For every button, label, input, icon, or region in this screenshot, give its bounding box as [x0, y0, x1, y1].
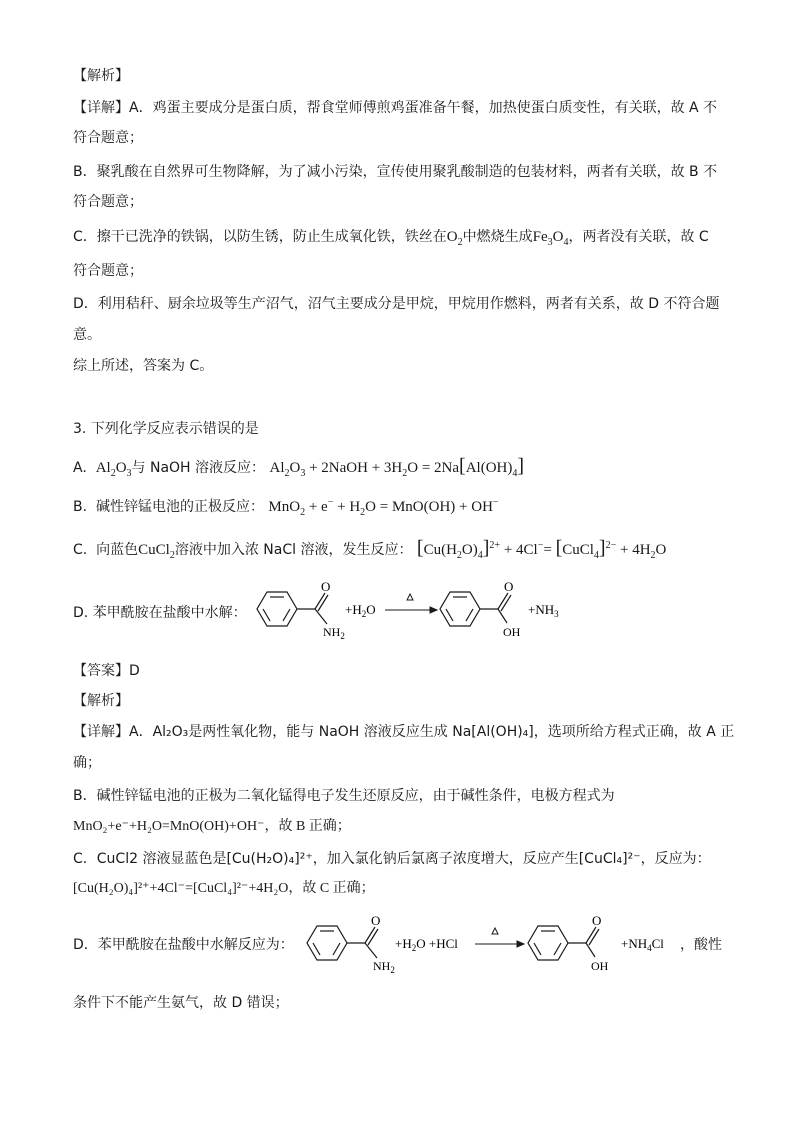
ammonium-chloride-label: $+NH_4Cl$: [621, 936, 664, 953]
benzene-ring-reactant-2: [307, 926, 378, 960]
explain-b-line2: 符合题意；: [73, 194, 143, 210]
explain-a-line1: 【详解】A．鸡蛋主要成分是蛋白质，帮食堂师傅煎鸡蛋准备午餐，加热使蛋白质变性，有关联，故 A 不: [73, 100, 718, 116]
summary-line: 综上所述，答案为 C。: [73, 358, 214, 374]
product-oxygen-label-2: O: [592, 913, 602, 928]
detail-d-line2: 条件下不能产生氨气，故 D 错误；: [73, 995, 289, 1011]
reactant-oxygen-label-2: O: [371, 913, 381, 928]
answer-line: 【答案】D: [73, 663, 140, 679]
question-3-stem: 3. 下列化学反应表示错误的是: [73, 421, 259, 437]
explain-a-line2: 符合题意；: [73, 130, 143, 146]
benzamide-hcl-diagram: [295, 912, 695, 974]
explain-b-line1: B．聚乳酸在自然界可生物降解，为了减小污染，宣传使用聚乳酸制造的包装材料，两者有关联，故 B 不: [73, 164, 718, 180]
detail-b-line2: MnO₂+e⁻+H₂O=MnO(OH)+OH⁻，故 B 正确；: [73, 819, 351, 834]
water-hcl-reactant-label: $+H_2O +HCl$: [395, 936, 458, 953]
explain-c-line2: 符合题意；: [73, 263, 143, 279]
reactant-nh2-label-2: $NH_2$: [373, 959, 395, 974]
detail-a-line2: 确；: [73, 755, 101, 771]
detail-d-line1: D．苯甲酰胺在盐酸中水解反应为：: [73, 937, 294, 953]
benzene-ring-reactant: [257, 592, 328, 626]
option-c: C. 向蓝色CuCl$_2$溶液中加入浓 NaCl 溶液，发生反应： $[Cu(H_2O)_4]^{2+} + 4Cl^-=$ [CuCl$_4$]$^{2-}$ + $4H_2O$: [73, 537, 667, 561]
option-b: B. 碱性锌锰电池的正极反应： $MnO_2 + e^- + H_2O = MnO(OH) + OH^-$: [73, 497, 499, 518]
explain-d-line1: D．利用秸秆、厨余垃圾等生产沼气，沼气主要成分是甲烷，甲烷用作燃料，两者有关系，故 D 不符合题: [73, 296, 720, 312]
benzene-ring-product: [440, 592, 511, 626]
option-a: A. $Al_2O_3$与 NaOH 溶液反应： $Al_2O_3$ + 2NaOH + $3H_2O = 2Na[Al(OH)_4]$: [73, 455, 525, 479]
benzene-ring-product-2: [528, 926, 599, 960]
product-oh-label: OH: [503, 625, 521, 639]
explain-d-line2: 意。: [73, 327, 101, 343]
explain-c-line1: C．擦干已洗净的铁锅，以防生锈，防止生成氧化铁，铁丝在$O_2$中燃烧生成$Fe_3O_4$，两者没有关联，故 C: [73, 229, 709, 248]
product-oh-label-2: OH: [591, 959, 609, 973]
detail-a-line1: 【详解】A．Al₂O₃是两性氧化物，能与 NaOH 溶液反应生成 Na[Al(OH)₄]，选项所给方程式正确，故 A 正: [73, 724, 735, 740]
option-d-label: D. 苯甲酰胺在盐酸中水解：: [73, 605, 247, 621]
detail-d-tail: ，酸性: [680, 937, 722, 953]
heat-arrow-icon: [385, 594, 437, 613]
benzamide-hydrolysis-diagram: [245, 578, 575, 640]
product-oxygen-label: O: [504, 579, 514, 594]
reactant-oxygen-label: O: [321, 579, 331, 594]
analysis-heading: 【解析】: [73, 68, 129, 84]
heat-arrow-icon-2: [475, 928, 524, 947]
analysis-heading-2: 【解析】: [73, 693, 129, 709]
water-reactant-label: $+H_2O$: [345, 602, 376, 619]
detail-c-line2: [Cu(H₂O)₄]²⁺+4Cl⁻=[CuCl₄]²⁻+4H₂O，故 C 正确；: [73, 881, 375, 896]
ammonia-product-label: $+NH_3$: [528, 602, 559, 619]
reactant-nh2-label: $NH_2$: [323, 625, 345, 640]
detail-c-line1: C．CuCl2 溶液显蓝色是[Cu(H₂O)₄]²⁺，加入氯化钠后氯离子浓度增大，反应产生[CuCl₄]²⁻，反应为：: [73, 851, 711, 867]
detail-b-line1: B．碱性锌锰电池的正极为二氧化锰得电子发生还原反应，由于碱性条件，电极方程式为: [73, 788, 615, 804]
